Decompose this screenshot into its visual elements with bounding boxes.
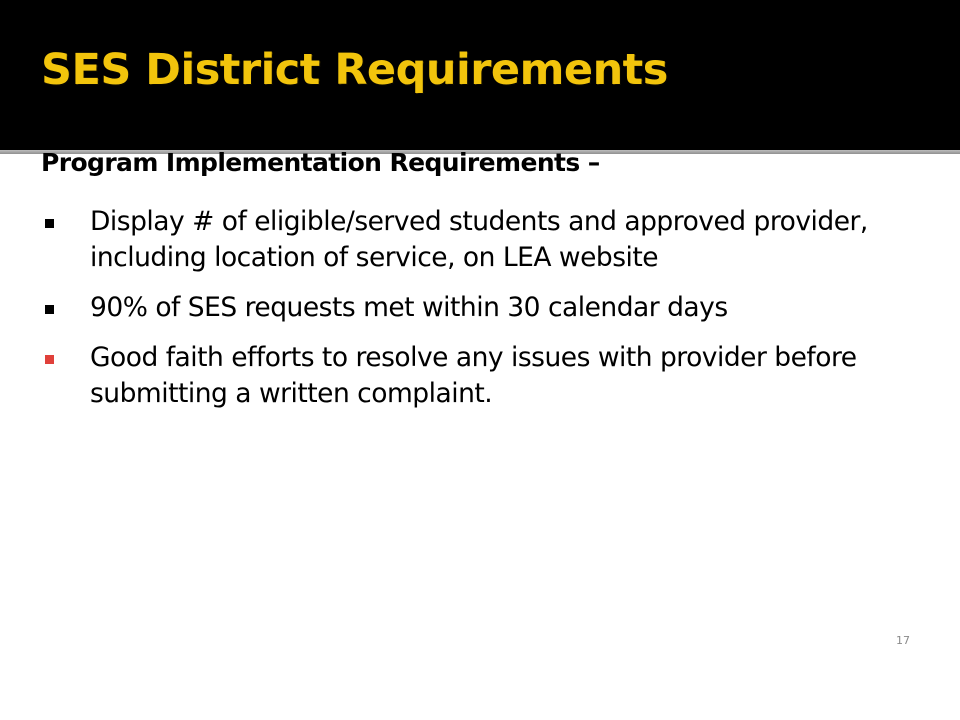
slide-body	[41, 147, 941, 412]
square-bullet-icon	[45, 305, 54, 314]
bullet-item	[41, 290, 941, 326]
bullet-item	[41, 204, 941, 276]
section-subheading: Program Implementation Requirements –	[41, 148, 600, 177]
bullet-list	[41, 204, 941, 412]
slide-title: SES District Requirements	[41, 45, 668, 95]
page-number: 17	[896, 634, 910, 647]
square-bullet-icon	[45, 355, 54, 364]
square-bullet-icon	[45, 219, 54, 228]
bullet-item	[41, 340, 941, 412]
bullet-text: Display # of eligible/served students and approved provider, including location of service, on LEA website	[90, 206, 868, 273]
bullet-text: Good faith efforts to resolve any issues with provider before submitting a written complaint.	[90, 342, 857, 409]
bullet-text: 90% of SES requests met within 30 calendar days	[90, 292, 728, 323]
